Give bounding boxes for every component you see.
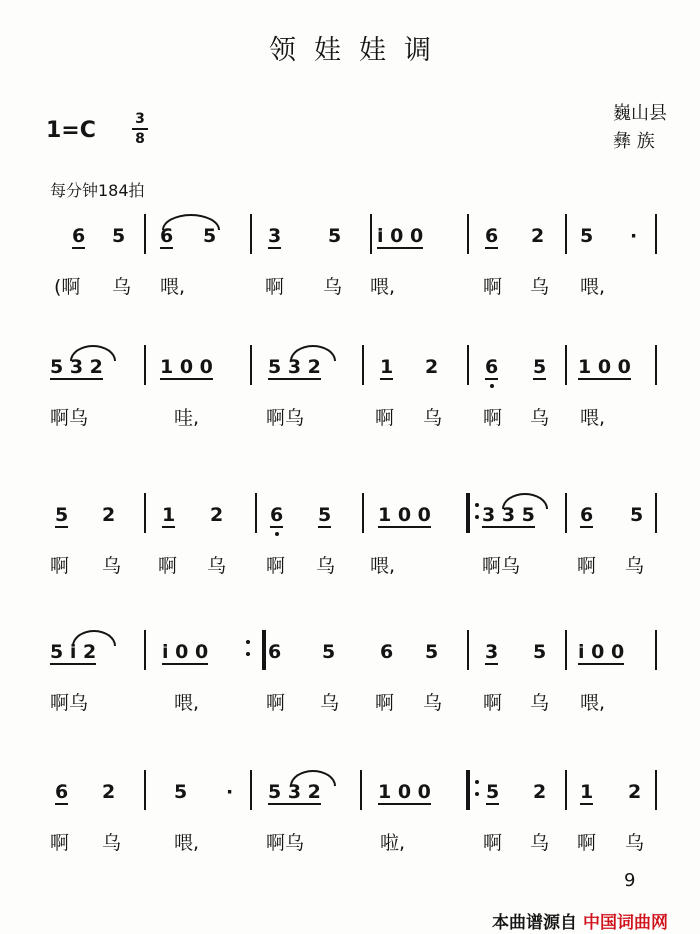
bar-line bbox=[250, 214, 252, 254]
bar-line bbox=[250, 770, 252, 810]
note-text: 2 bbox=[531, 225, 545, 247]
note-text: 5 bbox=[203, 225, 217, 247]
note bbox=[580, 503, 593, 527]
lyric: 啊 bbox=[375, 407, 395, 429]
lyric: 乌 bbox=[530, 832, 550, 854]
slur bbox=[70, 345, 116, 361]
tempo-marking: 每分钟184拍 bbox=[50, 181, 145, 200]
bar-line bbox=[144, 770, 146, 810]
note-text: 5 i 2 bbox=[50, 641, 97, 663]
note bbox=[377, 224, 423, 248]
note bbox=[630, 224, 637, 248]
note bbox=[268, 640, 281, 664]
note bbox=[112, 224, 125, 248]
note bbox=[578, 355, 631, 379]
note bbox=[531, 224, 544, 248]
note bbox=[210, 503, 223, 527]
note-text: · bbox=[226, 781, 234, 803]
note bbox=[55, 503, 68, 527]
note bbox=[322, 640, 335, 664]
note-text: 6 bbox=[55, 781, 69, 803]
bar-line bbox=[655, 214, 657, 254]
lyric: 喂, bbox=[580, 407, 606, 429]
note-text: i 0 0 bbox=[578, 641, 625, 663]
note bbox=[318, 503, 331, 527]
lyric: 啊 bbox=[50, 832, 70, 854]
source-footer bbox=[492, 908, 668, 933]
double-bar-line bbox=[262, 630, 266, 670]
note-text: 2 bbox=[210, 504, 224, 526]
note-text: 6 bbox=[72, 225, 86, 247]
note-text: 6 bbox=[485, 356, 499, 378]
lyric: 啊 bbox=[375, 692, 395, 714]
note bbox=[533, 355, 546, 379]
note bbox=[270, 503, 283, 527]
page-number: 9 bbox=[624, 870, 636, 891]
note-text: 1 bbox=[162, 504, 176, 526]
origin-county: 巍山县 bbox=[613, 103, 667, 124]
slur bbox=[290, 345, 336, 361]
note bbox=[102, 780, 115, 804]
lyric: 喂, bbox=[370, 555, 396, 577]
time-signature bbox=[132, 111, 148, 147]
note-text: 6 bbox=[270, 504, 284, 526]
lyric: 喂, bbox=[580, 692, 606, 714]
note-text: 5 bbox=[112, 225, 126, 247]
bar-line bbox=[655, 630, 657, 670]
repeat-sign bbox=[475, 503, 479, 527]
score-row bbox=[0, 770, 700, 882]
note-text: 5 3 2 bbox=[268, 356, 321, 378]
note bbox=[268, 224, 281, 248]
lyric: 乌 bbox=[530, 276, 550, 298]
slur bbox=[162, 214, 220, 230]
lyric: 喂, bbox=[370, 276, 396, 298]
meter-bottom: 8 bbox=[135, 131, 145, 147]
note bbox=[162, 640, 208, 664]
note-text: i 0 0 bbox=[162, 641, 209, 663]
note bbox=[226, 780, 233, 804]
bar-line bbox=[255, 493, 257, 533]
note-text: 3 bbox=[485, 641, 499, 663]
note-text: 1 0 0 bbox=[578, 356, 631, 378]
lyric: 啊 bbox=[50, 555, 70, 577]
lyric: 哇, bbox=[174, 407, 200, 429]
note-text: 5 bbox=[425, 641, 439, 663]
lyric: 啊 bbox=[577, 555, 597, 577]
slur bbox=[502, 493, 548, 509]
bar-line bbox=[565, 770, 567, 810]
note-text: 1 bbox=[580, 781, 594, 803]
lyric: 啊 bbox=[483, 692, 503, 714]
lyric: 乌 bbox=[423, 407, 443, 429]
note-text: 2 bbox=[102, 781, 116, 803]
note bbox=[425, 355, 438, 379]
double-bar-line bbox=[466, 770, 470, 810]
bar-line bbox=[144, 214, 146, 254]
lyric: 喂, bbox=[580, 276, 606, 298]
note bbox=[102, 503, 115, 527]
note-text: 1 0 0 bbox=[378, 781, 431, 803]
note bbox=[55, 780, 68, 804]
bar-line bbox=[370, 214, 372, 254]
lyric: 乌 bbox=[625, 832, 645, 854]
score-row bbox=[0, 493, 700, 605]
bar-line bbox=[144, 345, 146, 385]
lyric: 乌 bbox=[102, 832, 122, 854]
lyric: 啊乌 bbox=[266, 407, 305, 429]
bar-line bbox=[360, 770, 362, 810]
score-row bbox=[0, 630, 700, 742]
note bbox=[328, 224, 341, 248]
footer-prefix: 本曲谱源自 bbox=[492, 913, 577, 933]
lyric: 啊 bbox=[577, 832, 597, 854]
note-text: 1 0 0 bbox=[378, 504, 431, 526]
lyric: 啊 bbox=[266, 555, 286, 577]
note bbox=[378, 503, 431, 527]
note-text: 5 bbox=[486, 781, 500, 803]
note-text: 5 bbox=[533, 641, 547, 663]
lyric: 乌 bbox=[102, 555, 122, 577]
bar-line bbox=[467, 630, 469, 670]
lyric: 乌 bbox=[423, 692, 443, 714]
note bbox=[380, 355, 393, 379]
note bbox=[628, 780, 641, 804]
note-text: 2 bbox=[533, 781, 547, 803]
note bbox=[162, 503, 175, 527]
note-text: 2 bbox=[628, 781, 642, 803]
note bbox=[580, 780, 593, 804]
lyric: 乌 bbox=[316, 555, 336, 577]
note-text: 5 bbox=[328, 225, 342, 247]
note-text: 6 bbox=[380, 641, 394, 663]
note-text: 5 bbox=[322, 641, 336, 663]
slur bbox=[290, 770, 336, 786]
note bbox=[578, 640, 624, 664]
bar-line bbox=[655, 770, 657, 810]
note bbox=[174, 780, 187, 804]
lyric: 乌 bbox=[207, 555, 227, 577]
note-text: i 0 0 bbox=[377, 225, 424, 247]
note-text: 5 3 2 bbox=[50, 356, 103, 378]
note bbox=[485, 355, 498, 379]
note-text: 5 bbox=[318, 504, 332, 526]
lyric: 啊乌 bbox=[50, 692, 89, 714]
bar-line bbox=[467, 345, 469, 385]
song-origin bbox=[613, 100, 667, 156]
note-text: 5 3 2 bbox=[268, 781, 321, 803]
score-row bbox=[0, 214, 700, 326]
note bbox=[485, 640, 498, 664]
lyric: 喂, bbox=[174, 832, 200, 854]
note-text: 3 3 5 bbox=[482, 504, 535, 526]
lyric: 乌 bbox=[625, 555, 645, 577]
bar-line bbox=[144, 630, 146, 670]
score-row bbox=[0, 345, 700, 457]
note bbox=[580, 224, 593, 248]
lyric: 啊 bbox=[158, 555, 178, 577]
note-text: 6 bbox=[268, 641, 282, 663]
lyric: 乌 bbox=[112, 276, 132, 298]
slur bbox=[72, 630, 116, 646]
footer-site: 中国词曲网 bbox=[583, 913, 668, 933]
meter-top: 3 bbox=[135, 111, 145, 127]
note-text: 1 0 0 bbox=[160, 356, 213, 378]
bar-line bbox=[565, 214, 567, 254]
lyric: 乌 bbox=[323, 276, 343, 298]
double-bar-line bbox=[466, 493, 470, 533]
origin-ethnicity: 彝 族 bbox=[613, 131, 655, 152]
bar-line bbox=[655, 493, 657, 533]
bar-line bbox=[565, 630, 567, 670]
note-text: 3 bbox=[268, 225, 282, 247]
lyric: 喂, bbox=[174, 692, 200, 714]
note-text: 5 bbox=[630, 504, 644, 526]
bar-line bbox=[467, 214, 469, 254]
repeat-sign bbox=[246, 640, 250, 664]
note bbox=[72, 224, 85, 248]
lyric: 啊 bbox=[483, 276, 503, 298]
note-text: 5 bbox=[55, 504, 69, 526]
note-text: 1 bbox=[380, 356, 394, 378]
bar-line bbox=[565, 345, 567, 385]
lyric: 乌 bbox=[320, 692, 340, 714]
lyric: 啊乌 bbox=[266, 832, 305, 854]
bar-line bbox=[655, 345, 657, 385]
bar-line bbox=[144, 493, 146, 533]
note-text: 2 bbox=[425, 356, 439, 378]
lyric: 啊 bbox=[483, 407, 503, 429]
note-text: 2 bbox=[102, 504, 116, 526]
lyric: (啊 bbox=[54, 276, 81, 298]
note-text: 6 bbox=[485, 225, 499, 247]
note-text: · bbox=[630, 225, 638, 247]
bar-line bbox=[362, 493, 364, 533]
key-signature: 1=C bbox=[46, 118, 96, 143]
song-title: 领娃娃调 bbox=[269, 35, 449, 66]
lyric: 啊 bbox=[266, 692, 286, 714]
note-text: 6 bbox=[160, 225, 174, 247]
note-text: 5 bbox=[580, 225, 594, 247]
note bbox=[380, 640, 393, 664]
note bbox=[533, 640, 546, 664]
note bbox=[630, 503, 643, 527]
note bbox=[378, 780, 431, 804]
lyric: 喂, bbox=[160, 276, 186, 298]
lyric: 啊乌 bbox=[482, 555, 521, 577]
lyric: 啊乌 bbox=[50, 407, 89, 429]
note-text: 6 bbox=[580, 504, 594, 526]
lyric: 啊 bbox=[483, 832, 503, 854]
note-text: 5 bbox=[533, 356, 547, 378]
note bbox=[425, 640, 438, 664]
lyric: 乌 bbox=[530, 407, 550, 429]
note bbox=[486, 780, 499, 804]
repeat-sign bbox=[475, 780, 479, 804]
lyric: 啊 bbox=[265, 276, 285, 298]
note-text: 5 bbox=[174, 781, 188, 803]
lyric: 啦, bbox=[380, 832, 406, 854]
bar-line bbox=[565, 493, 567, 533]
lyric: 乌 bbox=[530, 692, 550, 714]
note bbox=[533, 780, 546, 804]
note bbox=[160, 355, 213, 379]
note bbox=[485, 224, 498, 248]
bar-line bbox=[250, 345, 252, 385]
bar-line bbox=[362, 345, 364, 385]
